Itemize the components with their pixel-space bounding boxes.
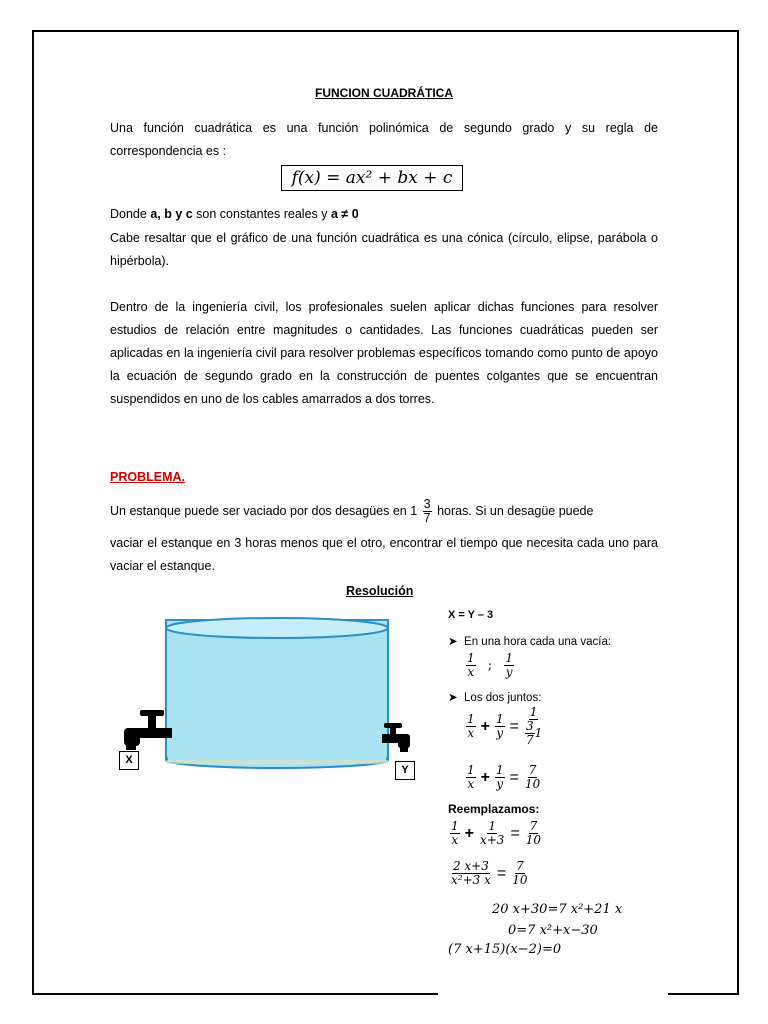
quadratic-formula: f(x) = ax² + bx + c — [281, 165, 463, 191]
donde-prefix: Donde — [110, 207, 151, 221]
water-tank-illustration — [100, 610, 420, 790]
x-equation: X = Y – 3 — [448, 609, 494, 621]
tank-body — [166, 620, 388, 760]
bullet-una-hora-text: En una hora cada una vacía: — [464, 636, 612, 648]
bullet-una-hora — [448, 634, 611, 648]
donde-line — [110, 203, 658, 226]
rates-each: $\frac{1}{x}$ ; $\frac{1}{y}$ — [467, 651, 513, 679]
faucet-left-icon — [124, 710, 172, 750]
bottom-border-left — [32, 993, 438, 995]
problema-line1 — [110, 498, 658, 525]
problema-heading: PROBLEMA. — [110, 470, 185, 484]
reemplazamos-label: Reemplazamos: — [448, 802, 540, 816]
combined-rate-equation-1: $\frac{1}{x}$ + $\frac{1}{y}$ = 1 $\frac{3}{7}$ 1 — [467, 705, 543, 747]
substituted-equation: $\frac{1}{x}$ + $\frac{1}{x+3}$ = $\frac{7}{10}$ — [451, 819, 542, 847]
expanded-equation: 20 x+30=7 x²+21 x — [492, 902, 623, 917]
bullet-arrow-icon: ➤ — [448, 636, 465, 648]
bullet-dos-juntos-text: Los dos juntos: — [464, 692, 542, 704]
page-title: FUNCION CUADRÁTICA — [315, 86, 453, 100]
fraction-denominator: 7 — [423, 511, 431, 525]
resolucion-title: Resolución — [346, 584, 414, 598]
problema-text-a: Un estanque puede ser vaciado por dos desagües en 1 — [110, 503, 418, 518]
drain-y-label: Y — [395, 761, 415, 780]
tank-base-shadow — [166, 760, 388, 764]
intro-paragraph: Una función cuadrática es una función polinómica de segundo grado y su regla de correspondencia es : — [110, 121, 658, 158]
donde-coefficients: a, b y c — [150, 207, 193, 221]
combined-fraction-equation: $\frac{2 x+3}{\text{x²+3 x}}$ = $\frac{7}{10}$ — [451, 859, 528, 887]
problema-text-b: horas. Si un desagüe puede — [437, 503, 594, 518]
bullet-arrow-icon: ➤ — [448, 692, 465, 704]
donde-condition: a ≠ 0 — [330, 207, 359, 221]
combined-rate-equation-2: $\frac{1}{x}$ + $\frac{1}{y}$ = $\frac{7}{10}$ — [467, 763, 541, 791]
drain-x-label: X — [119, 751, 139, 770]
mixed-fraction — [423, 498, 432, 525]
tank-top — [166, 618, 388, 638]
bottom-border-right — [668, 993, 737, 995]
ingenieria-paragraph: Dentro de la ingeniería civil, los profesionales suelen aplicar dichas funciones para resolver estudios de relación entre magnitudes o cantidades. Las funciones cuadráticas pueden ser aplicadas en la ingeniería civil para resolver problemas específicos tomando como punto de apoyo la ecuación de segundo grado en la construcción de puentes colgantes que se encuentran suspendidos en uno de los cables amarrados a dos torres. — [110, 300, 658, 406]
problema-line2: vaciar el estanque en 3 horas menos que el otro, encontrar el tiempo que necesita cada uno para vaciar el estanque. — [110, 536, 658, 573]
bullet-dos-juntos — [448, 690, 541, 704]
conica-paragraph: Cabe resaltar que el gráfico de una función cuadrática es una cónica (círculo, elipse, parábola o hipérbola). — [110, 231, 658, 268]
factored-equation: (7 x+15)(x−2)=0 — [448, 942, 562, 957]
fraction-numerator: 3 — [423, 497, 431, 511]
donde-middle: son constantes reales y — [192, 207, 331, 221]
quadratic-equation: 0=7 x²+x−30 — [508, 923, 598, 938]
